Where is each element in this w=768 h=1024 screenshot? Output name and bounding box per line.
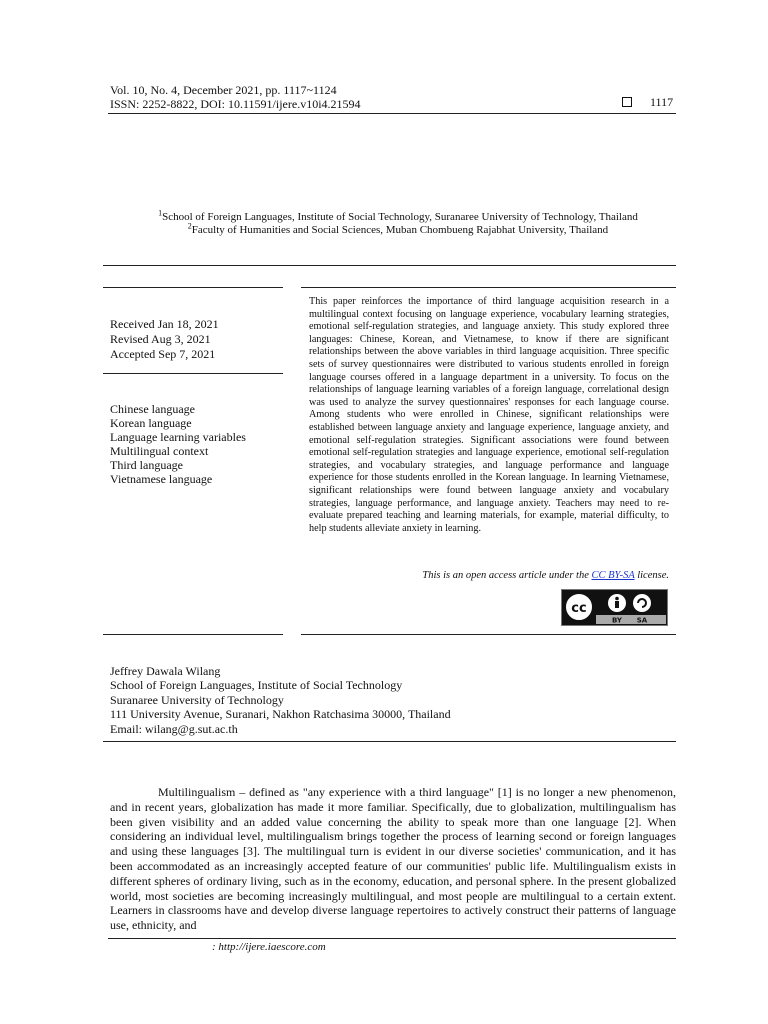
- article-info-rule: [103, 287, 283, 288]
- keyword: Language learning variables: [110, 430, 246, 444]
- keyword: Korean language: [110, 416, 192, 430]
- keywords-list: [110, 402, 246, 486]
- info-bottom-rule-left: [103, 634, 283, 635]
- accepted-date: Accepted Sep 7, 2021: [110, 347, 216, 361]
- author-university: Suranaree University of Technology: [110, 692, 284, 707]
- author-dept: School of Foreign Languages, Institute of Social Technology: [110, 678, 403, 693]
- author-email: Email: wilang@g.sut.ac.th: [110, 721, 238, 736]
- footer-rule: [108, 938, 676, 939]
- keywords-rule: [103, 373, 283, 374]
- volume-line: Vol. 10, No. 4, December 2021, pp. 1117~1124: [110, 83, 337, 97]
- affiliations: [108, 208, 688, 237]
- body-paragraph: Multilingualism – defined as "any experience with a third language" [1] is no longer a new phenomenon, and in recent years, globalization has made it more familiar. Specifically, due to globalization, multilingualism has been given visibility and an added value concerning the ability to speak more than one language [2]. When considering an individual level, multilingualism brings together the process of learning second or foreign languages and using these languages [3]. The multilingual turn is evident in our diverse societies' communication, and it has been accommodated as an increasingly accepted feature of our communities' public life. Multilingualism exists in different spheres of ordinary living, such as in the economy, education, and personal sphere. In the present globalized world, most societies are becoming increasingly multilingual, and most people are multilingual to a certain extent. Learners in classrooms have and develop diverse language repertoires to actively construct their patterns of language use, ethnicity, and: [110, 785, 676, 933]
- keyword: Vietnamese language: [110, 472, 213, 486]
- svg-text:cc: cc: [571, 601, 587, 616]
- affiliation-2: $^2$Faculty of Humanities and Social Sciences, Muban Chombueng Rajabhat University, Thailand: [187, 221, 609, 236]
- badge-sa-label: SA: [636, 616, 648, 624]
- header-rule: [108, 113, 676, 114]
- journal-header: [110, 83, 361, 111]
- license-link[interactable]: CC BY-SA: [591, 570, 635, 581]
- page-number: 1117: [650, 95, 674, 109]
- abstract-rule: [301, 287, 676, 288]
- badge-by-label: BY: [611, 616, 623, 624]
- keyword: Multilingual context: [110, 444, 209, 458]
- square-bullet-icon: [622, 97, 632, 107]
- keyword: Third language: [110, 458, 183, 472]
- revised-date: Revised Aug 3, 2021: [110, 332, 211, 346]
- info-top-rule: [103, 265, 676, 266]
- cc-by-sa-badge[interactable]: [561, 589, 668, 626]
- body-text: [110, 785, 676, 933]
- corresponding-author: [110, 664, 451, 736]
- keyword: Chinese language: [110, 402, 195, 416]
- journal-url[interactable]: : http://ijere.iaescore.com: [212, 941, 326, 953]
- author-address: 111 University Avenue, Suranari, Nakhon Ratchasima 30000, Thailand: [110, 707, 451, 722]
- issn-doi-line: ISSN: 2252-8822, DOI: 10.11591/ijere.v10i4.21594: [110, 97, 361, 111]
- received-date: Received Jan 18, 2021: [110, 317, 219, 331]
- info-bottom-rule-right: [301, 634, 676, 635]
- cc-by-sa-icon: [562, 590, 666, 624]
- author-name: Jeffrey Dawala Wilang: [110, 664, 221, 678]
- affiliation-1: $^1$School of Foreign Languages, Institute of Social Technology, Suranaree University of Technology, Thailand: [158, 208, 638, 223]
- abstract-text: This paper reinforces the importance of third language acquisition research in a multilingual context focusing on language experience, vocabulary learning strategies, emotional self-regulation strategies, and language anxiety. This study explored three languages: Chinese, Korean, and Vietnamese, to know if there are significant relationships between the above variables in third language acquisition. Three specific sets of survey questionnaires were distributed to various students enrolled in foreign language courses offered in a language department in a university. To focus on the relationships of language learning variables of a foreign language, correlational design was used to analyze the survey questionnaires' responses for each language course. Among students who were enrolled in Chinese, significant relationships were established between language anxiety and language experience, language anxiety, and emotional self-regulation strategies. Significant associations were found between emotional self-regulation strategies and language experience, emotional self-regulation strategies, and vocabulary strategies, and language performance and language experience for those students enrolled in the Korean language. In learning Vietnamese, significant relationships were found between language anxiety and vocabulary strategies, language performance, and language anxiety. Teachers may need to re-evaluate prepared teaching and learning materials, for example, material difficulty, to help students alleviate anxiety in learning.: [309, 296, 669, 534]
- author-rule: [103, 741, 676, 742]
- article-dates: [110, 317, 219, 362]
- license-line: This is an open access article under the CC BY-SA license.: [422, 570, 669, 581]
